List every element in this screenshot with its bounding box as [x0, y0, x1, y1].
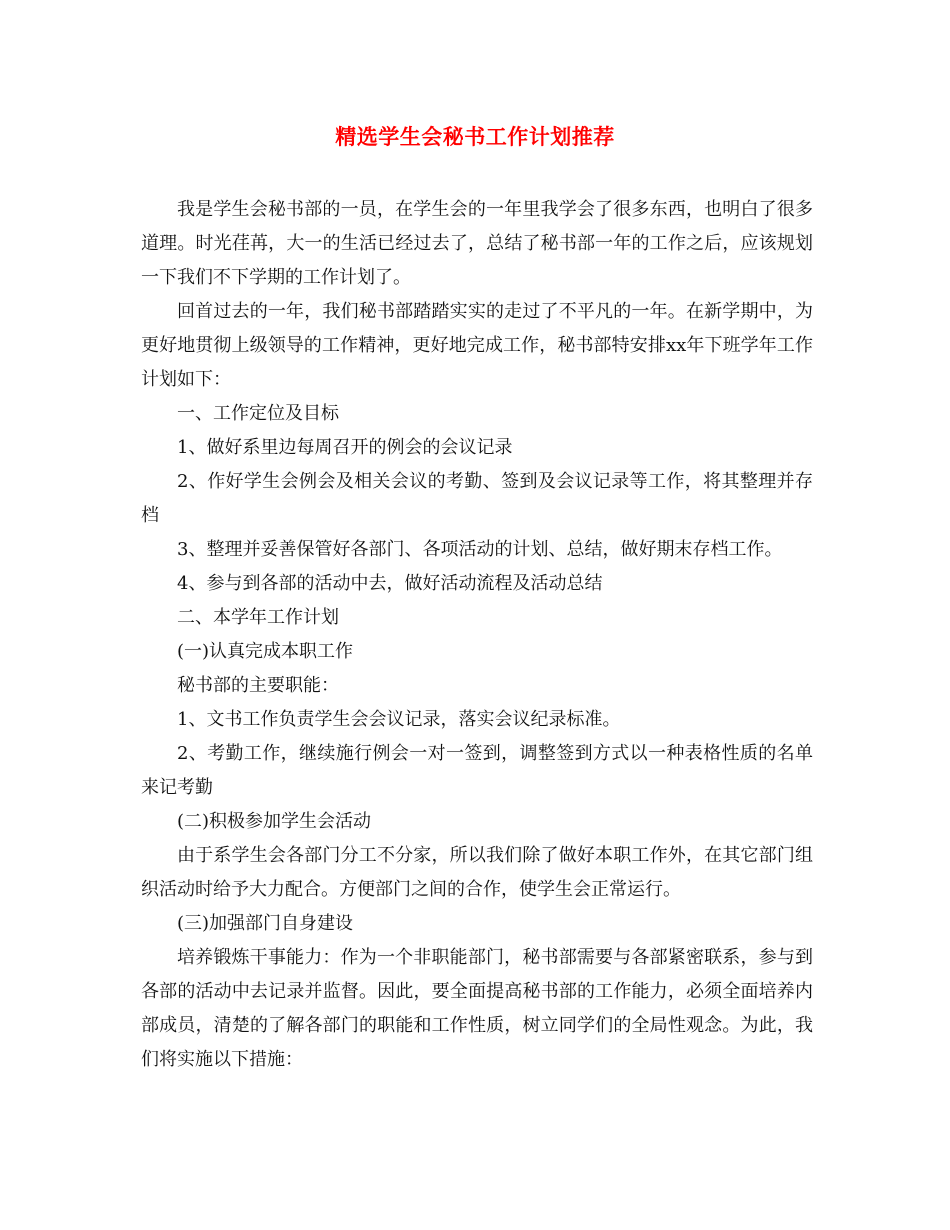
list-item: 2、作好学生会例会及相关会议的考勤、签到及会议记录等工作，将其整理并存档 — [141, 471, 813, 526]
section-heading-2: 二、本学年工作计划 — [177, 607, 339, 628]
list-item: 2、考勤工作，继续施行例会一对一签到，调整签到方式以一种表格性质的名单来记考勤 — [141, 743, 813, 798]
document-body — [141, 193, 813, 1077]
paragraph: 秘书部的主要职能： — [177, 675, 339, 696]
paragraph-review: 回首过去的一年，我们秘书部踏踏实实的走过了不平凡的一年。在新学期中，为更好地贯彻上级领导的工作精神，更好地完成工作，秘书部特安排xx年下班学年工作计划如下： — [141, 301, 813, 390]
list-item: 3、整理并妥善保管好各部门、各项活动的计划、总结，做好期末存档工作。 — [177, 539, 783, 560]
section-heading-1: 一、工作定位及目标 — [177, 403, 339, 424]
document-title: 精选学生会秘书工作计划推荐 — [335, 125, 615, 149]
subsection-heading: (三)加强部门自身建设 — [177, 913, 354, 934]
subsection-heading: (一)认真完成本职工作 — [177, 641, 354, 662]
subsection-heading: (二)积极参加学生会活动 — [177, 811, 372, 832]
paragraph-intro: 我是学生会秘书部的一员，在学生会的一年里我学会了很多东西，也明白了很多道理。时光荏苒，大一的生活已经过去了，总结了秘书部一年的工作之后，应该规划一下我们不下学期的工作计划了。 — [141, 199, 813, 288]
paragraph: 由于系学生会各部门分工不分家，所以我们除了做好本职工作外，在其它部门组织活动时给予大力配合。方便部门之间的合作，使学生会正常运行。 — [141, 845, 813, 900]
list-item: 1、做好系里边每周召开的例会的会议记录 — [177, 437, 513, 458]
paragraph: 培养锻炼干事能力：作为一个非职能部门，秘书部需要与各部紧密联系，参与到各部的活动中去记录并监督。因此，要全面提高秘书部的工作能力，必须全面培养内部成员，清楚的了解各部门的职能和工作性质，树立同学们的全局性观念。为此，我们将实施以下措施： — [141, 947, 813, 1070]
list-item: 4、参与到各部的活动中去，做好活动流程及活动总结 — [177, 573, 603, 594]
list-item: 1、文书工作负责学生会会议记录，落实会议纪录标准。 — [177, 709, 621, 730]
